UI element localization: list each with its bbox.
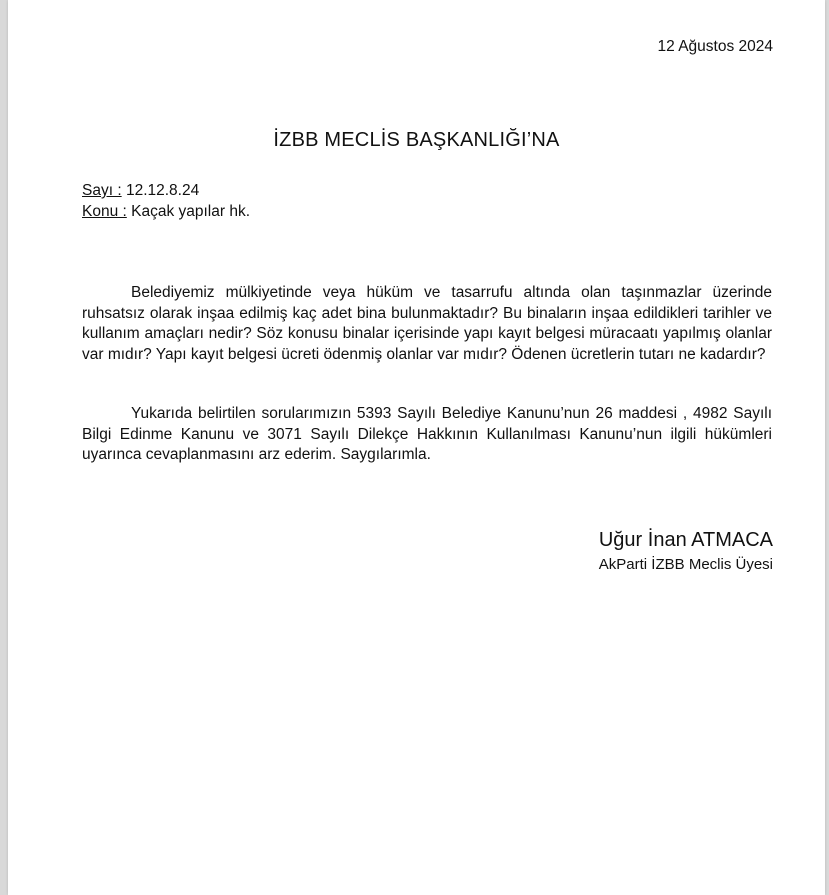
reference-number-line [82, 180, 250, 201]
subject-line [82, 201, 250, 222]
body-paragraph-legal-basis: Yukarıda belirtilen sorularımızın 5393 Sayılı Belediye Kanunu’nun 26 maddesi , 4982 Sayılı Bilgi Edinme Kanunu ve 3071 Sayılı Dilekçe Hakkının Kullanılması Kanunu’nun ilgili hükümleri uyarınca cevaplanmasını arz ederim. Saygılarımla. [82, 405, 772, 463]
subject-label: Konu : [82, 203, 127, 220]
reference-number-label: Sayı : [82, 182, 122, 199]
body-paragraph-questions: Belediyemiz mülkiyetinde veya hüküm ve tasarrufu altında olan taşınmazlar üzerinde ruhsatsız olarak inşaa edilmiş kaç adet bina bulunmaktadır? Bu binaların inşaa edildikleri tarihler ve kullanım amaçları nedir? Söz konusu binalar içerisinde yapı kayıt belgesi müracaatı yapılmış olanlar var mıdır? Yapı kayıt belgesi ücreti ödenmiş olanlar var mıdır? Ödenen ücretlerin tutarı ne kadardır? [82, 284, 772, 363]
document-title: İZBB MECLİS BAŞKANLIĞI’NA [273, 129, 560, 151]
signature-title: AkParti İZBB Meclis Üyesi [598, 556, 773, 573]
document-meta [82, 180, 250, 222]
reference-number-value: 12.12.8.24 [125, 182, 200, 199]
subject-value: Kaçak yapılar hk. [131, 203, 251, 220]
document-page [8, 0, 825, 895]
signature-name: Uğur İnan ATMACA [598, 529, 773, 551]
document-date: 12 Ağustos 2024 [657, 38, 773, 55]
